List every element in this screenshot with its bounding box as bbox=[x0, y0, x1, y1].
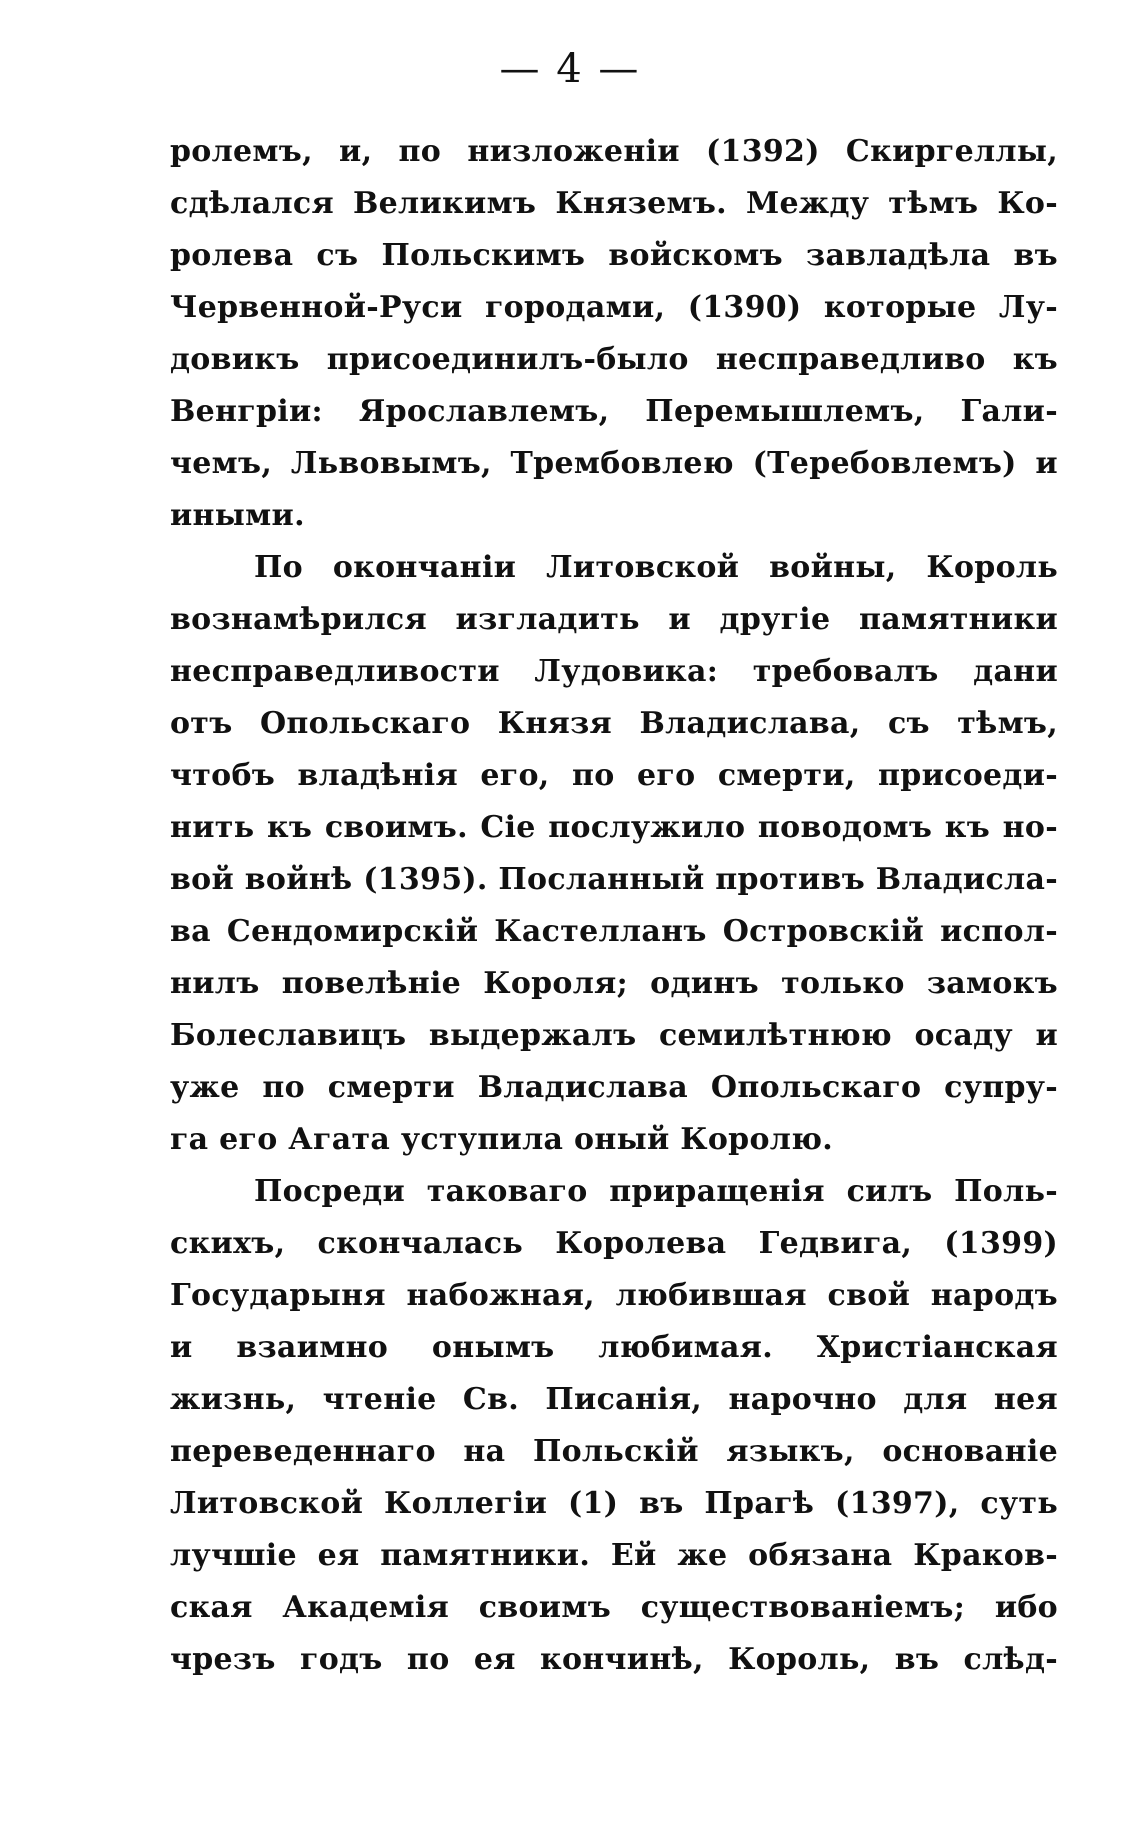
paragraph-2 bbox=[170, 542, 1058, 1166]
text-line: нить къ своимъ. Сіе послужило поводомъ къ но- bbox=[170, 810, 1058, 845]
page-number: — 4 — bbox=[499, 46, 641, 92]
text-line: несправедливости Лудовика: требовалъ дани bbox=[170, 654, 1058, 689]
text-line: сдѣлался Великимъ Княземъ. Между тѣмъ Ко- bbox=[170, 186, 1058, 221]
text-line: ская Академія своимъ существованіемъ; ибо bbox=[170, 1590, 1058, 1625]
text-line: Посреди таковаго приращенія силъ Поль- bbox=[254, 1174, 1058, 1209]
text-line: Венгріи: Ярославлемъ, Перемышлемъ, Гали- bbox=[170, 394, 1058, 429]
text-line: вой войнѣ (1395). Посланный противъ Владисла- bbox=[170, 862, 1058, 897]
text-line: Государыня набожная, любившая свой народъ bbox=[170, 1278, 1058, 1313]
text-line: нилъ повелѣніе Короля; одинъ только замокъ bbox=[170, 966, 1058, 1001]
text-line: отъ Опольскаго Князя Владислава, съ тѣмъ, bbox=[170, 706, 1058, 741]
text-line: иными. bbox=[170, 498, 305, 533]
text-line: лучшіе ея памятники. Ей же обязана Краков- bbox=[170, 1538, 1058, 1573]
text-line: Литовской Коллегіи (1) въ Прагѣ (1397), суть bbox=[170, 1486, 1058, 1521]
text-line: чрезъ годъ по ея кончинѣ, Король, въ слѣд- bbox=[170, 1642, 1058, 1677]
text-line: уже по смерти Владислава Опольскаго супру- bbox=[170, 1070, 1058, 1105]
text-line: и взаимно онымъ любимая. Христіанская bbox=[170, 1330, 1058, 1365]
text-line: Червенной-Руси городами, (1390) которые Лу- bbox=[170, 290, 1058, 325]
text-line: ва Сендомирскій Кастелланъ Островскій испол- bbox=[170, 914, 1058, 949]
text-line: чемъ, Львовымъ, Трембовлею (Теребовлемъ) и bbox=[170, 446, 1058, 481]
page-body bbox=[170, 126, 1058, 1686]
text-line: ролемъ, и, по низложеніи (1392) Скиргеллы, bbox=[170, 134, 1058, 169]
text-line: Болеславицъ выдержалъ семилѣтнюю осаду и bbox=[170, 1018, 1058, 1053]
text-line: По окончаніи Литовской войны, Король bbox=[254, 550, 1058, 585]
text-line: ролева съ Польскимъ войскомъ завладѣла въ bbox=[170, 238, 1058, 273]
paragraph-3 bbox=[170, 1166, 1058, 1686]
paragraph-1 bbox=[170, 126, 1058, 542]
text-line: га его Агата уступила оный Королю. bbox=[170, 1122, 834, 1157]
text-line: жизнь, чтеніе Св. Писанія, нарочно для нея bbox=[170, 1382, 1058, 1417]
text-line: чтобъ владѣнія его, по его смерти, присоеди- bbox=[170, 758, 1058, 793]
text-line: довикъ присоединилъ-было несправедливо къ bbox=[170, 342, 1058, 377]
text-line: вознамѣрился изгладить и другіе памятники bbox=[170, 602, 1058, 637]
text-line: скихъ, скончалась Королева Гедвига, (1399) bbox=[170, 1226, 1058, 1261]
text-line: переведеннаго на Польскій языкъ, основаніе bbox=[170, 1434, 1058, 1469]
